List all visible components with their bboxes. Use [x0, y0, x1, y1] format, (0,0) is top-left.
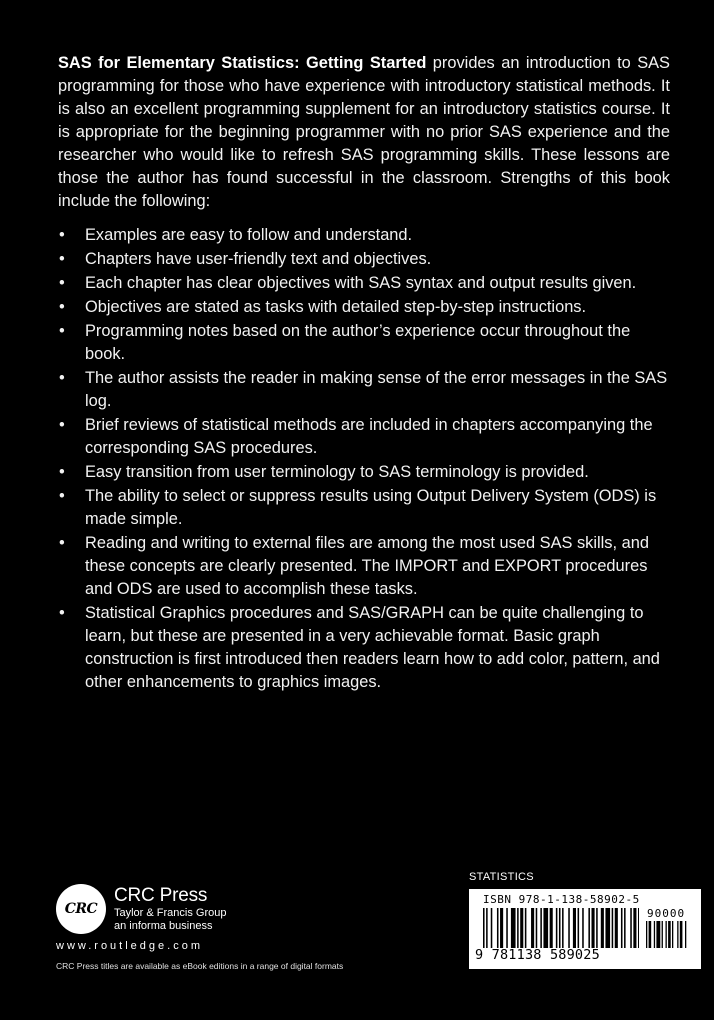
subject-category: STATISTICS [469, 871, 534, 883]
list-item-text: Examples are easy to follow and understand. [85, 226, 413, 244]
list-item [58, 272, 670, 295]
barcode-bar [612, 908, 614, 948]
list-item [58, 414, 670, 460]
barcode-bar [500, 908, 503, 948]
barcode-bar [638, 908, 639, 948]
barcode-bar [568, 908, 570, 948]
barcode-bar [556, 908, 558, 948]
bullet-icon: • [59, 226, 65, 244]
list-item-text: Programming notes based on the author’s experience occur throughout the book. [85, 322, 631, 363]
barcode-digits: 9 781138 589025 [475, 947, 600, 963]
barcode-bar [588, 908, 590, 948]
barcode-bar [601, 908, 604, 948]
barcode-bar [668, 921, 671, 948]
isbn-barcode [469, 889, 701, 969]
barcode-bar [511, 908, 516, 948]
barcode-bar [596, 908, 598, 948]
barcode-bar [621, 908, 623, 948]
publisher-logo-row [56, 884, 356, 934]
bullet-icon: • [59, 534, 65, 552]
barcode-bar [680, 921, 683, 948]
bullet-icon: • [59, 369, 65, 387]
barcode-bar [605, 908, 610, 948]
list-item [58, 532, 670, 601]
barcode-bar [592, 908, 595, 948]
bullet-icon: • [59, 416, 65, 434]
barcode-bar [666, 921, 667, 948]
barcode-main-bars [483, 908, 639, 948]
barcode-bar [497, 908, 499, 948]
publisher-name: CRC Press [114, 885, 208, 907]
publisher-brand [114, 885, 226, 932]
list-item [58, 248, 670, 271]
barcode-bar [672, 921, 673, 948]
list-item-text: Reading and writing to external files are among the most used SAS skills, and these concepts are clearly presented. The IMPORT and EXPORT procedures and ODS are used to accomplish these tasks. [85, 534, 649, 598]
barcode-bar [506, 908, 508, 948]
bullet-icon: • [59, 463, 65, 481]
barcode-bar [520, 908, 523, 948]
list-item [58, 320, 670, 366]
barcode-bar [685, 921, 686, 948]
barcode-bar [654, 921, 655, 948]
barcode-bar [483, 908, 485, 948]
ebook-note: CRC Press titles are available as eBook editions in a range of digital formats [56, 961, 344, 971]
bullet-icon: • [59, 322, 65, 340]
barcode-bar [543, 908, 548, 948]
barcode-bar [633, 908, 636, 948]
barcode-bar [531, 908, 534, 948]
barcode-bar [677, 921, 678, 948]
barcode-bar [562, 908, 564, 948]
bullet-icon: • [59, 298, 65, 316]
barcode-addon-bars [646, 921, 692, 948]
barcode-bar [615, 908, 618, 948]
barcode-bar [550, 908, 553, 948]
barcode-bar [656, 921, 660, 948]
list-item [58, 296, 670, 319]
bullet-icon: • [59, 274, 65, 292]
list-item [58, 485, 670, 531]
list-item [58, 602, 670, 694]
list-item [58, 461, 670, 484]
barcode-bar [491, 908, 493, 948]
publisher-block [56, 884, 356, 971]
list-item-text: Statistical Graphics procedures and SAS/GRAPH can be quite challenging to learn, but these are presented in a very achievable format. Basic graph construction is first introduced then readers learn how to add color, pattern, and other enhancements to graphics images. [85, 604, 660, 691]
intro-text: provides an introduction to SAS programming for those who have experience with introductory statistical methods. It is also an excellent programming supplement for an introductory statistics course. It is appropriate for the beginning programmer with no prior SAS experience and the researcher who would like to refresh SAS programming skills. These lessons are those the author has found successful in the classroom. Strengths of this book include the following: [58, 54, 670, 210]
barcode-bar [662, 921, 663, 948]
bullet-icon: • [59, 250, 65, 268]
barcode-bar [646, 921, 647, 948]
book-title: SAS for Elementary Statistics: Getting Started [58, 54, 427, 72]
barcode-bar [559, 908, 561, 948]
publisher-group: Taylor & Francis Group [114, 907, 227, 920]
isbn-text: ISBN 978-1-138-58902-5 [483, 893, 640, 906]
price-addon-number: 90000 [647, 907, 686, 920]
barcode-bar [573, 908, 576, 948]
strengths-list [58, 224, 670, 694]
list-item [58, 367, 670, 413]
bullet-icon: • [59, 604, 65, 622]
list-item-text: The ability to select or suppress results using Output Delivery System (ODS) is made simple. [85, 487, 657, 528]
crc-logo-icon: CRC [56, 884, 106, 934]
list-item-text: Brief reviews of statistical methods are included in chapters accompanying the corresponding SAS procedures. [85, 416, 653, 457]
list-item-text: Easy transition from user terminology to SAS terminology is provided. [85, 463, 589, 481]
intro-paragraph [58, 52, 670, 213]
back-cover-description [58, 52, 670, 695]
list-item-text: Chapters have user-friendly text and objectives. [85, 250, 432, 268]
barcode-bar [536, 908, 538, 948]
barcode-bar [624, 908, 626, 948]
bullet-icon: • [59, 487, 65, 505]
barcode-bar [517, 908, 519, 948]
list-item-text: Each chapter has clear objectives with SAS syntax and output results given. [85, 274, 637, 292]
list-item [58, 224, 670, 247]
barcode-bar [578, 908, 580, 948]
barcode-bar [525, 908, 527, 948]
publisher-website: www.routledge.com [56, 940, 203, 952]
barcode-bar [649, 921, 652, 948]
barcode-bar [540, 908, 542, 948]
barcode-bar [582, 908, 584, 948]
barcode-bar [486, 908, 488, 948]
list-item-text: The author assists the reader in making sense of the error messages in the SAS log. [85, 369, 668, 410]
barcode-bar [630, 908, 632, 948]
list-item-text: Objectives are stated as tasks with detailed step-by-step instructions. [85, 298, 587, 316]
publisher-business: an informa business [114, 919, 213, 932]
